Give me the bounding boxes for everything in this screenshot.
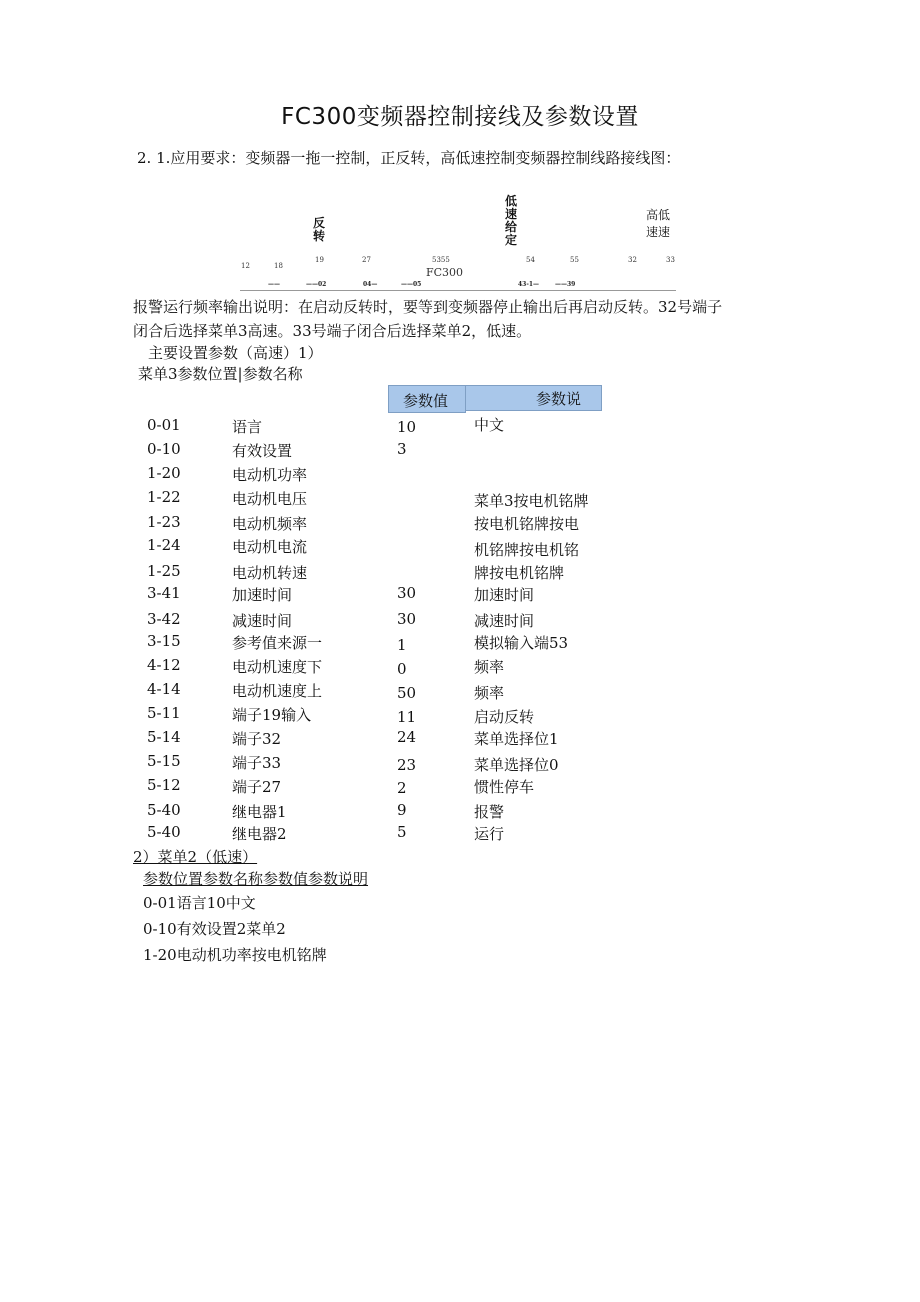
table-row: [0, 680, 920, 702]
param-position: 4-14: [147, 680, 181, 698]
table-row: [0, 752, 920, 774]
param-description: 菜单选择位0: [474, 756, 559, 774]
table-row: [0, 584, 920, 606]
param-value: 23: [397, 756, 417, 774]
table-row: [0, 464, 920, 486]
table-row: [0, 728, 920, 750]
description-line-2: 闭合后选择菜单3高速。33号端子闭合后选择菜单2，低速。: [133, 322, 532, 340]
param-position: 1-25: [147, 562, 181, 580]
diagram-label-high-low: 高低: [646, 208, 671, 222]
terminal-label: 54: [526, 256, 535, 264]
main-params-heading: 主要设置参数（高速）1）: [148, 344, 323, 362]
param-position: 4-12: [147, 656, 181, 674]
param-description: 减速时间: [474, 612, 535, 630]
param-position: 5-40: [147, 823, 181, 841]
param-name: 电动机电流: [232, 538, 308, 556]
param-name: 有效设置: [232, 442, 293, 460]
param-name: 电动机功率: [232, 466, 308, 484]
header-param-value: [388, 385, 466, 413]
bottom-mark: ——: [268, 281, 280, 288]
param-name: 加速时间: [232, 586, 293, 604]
param-value: 30: [397, 610, 417, 628]
param-position: 5-15: [147, 752, 181, 770]
description-line-1: 报警运行频率输出说明：在启动反转时，要等到变频器停止输出后再启动反转。32号端子: [133, 298, 723, 316]
param-description: 运行: [474, 825, 505, 843]
param-value: 24: [397, 728, 417, 746]
table-row: [0, 704, 920, 726]
table-row: [0, 823, 920, 845]
table-row: [0, 801, 920, 823]
terminal-label: 55: [570, 256, 579, 264]
param-name: 电动机频率: [232, 515, 308, 533]
diagram-label-reverse: 反转: [312, 216, 325, 243]
param-description: 加速时间: [474, 586, 535, 604]
param-position: 1-23: [147, 513, 181, 531]
menu2-row: 0-01语言10中文: [143, 894, 256, 912]
param-name: 语言: [232, 418, 263, 436]
param-description: 频率: [474, 658, 505, 676]
param-name: 参考值来源一: [232, 634, 323, 652]
param-name: 端子27: [232, 778, 282, 796]
terminal-label: 27: [362, 256, 371, 264]
param-name: 电动机电压: [232, 490, 308, 508]
param-position: 1-22: [147, 488, 181, 506]
param-value: 1: [397, 636, 407, 654]
diagram-label-high-low-2: 速速: [646, 225, 671, 239]
table-row: [0, 416, 920, 438]
param-description: 菜单3按电机铭牌: [474, 492, 589, 510]
param-value: 3: [397, 440, 407, 458]
param-position: 1-24: [147, 536, 181, 554]
param-value: 50: [397, 684, 417, 702]
param-name: 端子19输入: [232, 706, 312, 724]
diagram-label-low-speed: 低速给定: [504, 194, 517, 247]
param-description: 模拟输入端53: [474, 634, 569, 652]
param-description: 按电机铭牌按电: [474, 515, 580, 533]
menu3-header: 菜单3参数位置|参数名称: [138, 365, 303, 383]
table-row: [0, 562, 920, 584]
table-row: [0, 513, 920, 535]
param-name: 端子33: [232, 754, 282, 772]
table-row: [0, 610, 920, 632]
param-description: 机铭牌按电机铭: [474, 541, 580, 559]
param-name: 电动机速度下: [232, 658, 323, 676]
table-row: [0, 440, 920, 462]
terminal-label: 32: [628, 256, 637, 264]
param-description: 启动反转: [474, 708, 535, 726]
param-position: 5-12: [147, 776, 181, 794]
terminal-label: 18: [274, 262, 283, 270]
param-position: 1-20: [147, 464, 181, 482]
param-position: 3-42: [147, 610, 181, 628]
device-label: FC300: [426, 266, 464, 279]
menu2-header: 参数位置参数名称参数值参数说明: [143, 870, 369, 888]
param-value: 30: [397, 584, 417, 602]
terminal-label: 33: [666, 256, 675, 264]
table-row: [0, 776, 920, 798]
bottom-mark: ——05: [401, 281, 422, 288]
header-param-desc-label: 参数说: [536, 390, 582, 408]
param-position: 5-40: [147, 801, 181, 819]
param-description: 牌按电机铭牌: [474, 564, 565, 582]
param-position: 0-01: [147, 416, 181, 434]
param-value: 9: [397, 801, 407, 819]
param-position: 5-11: [147, 704, 181, 722]
header-param-desc: [465, 385, 602, 411]
param-description: 菜单选择位1: [474, 730, 559, 748]
header-param-value-label: 参数值: [403, 392, 449, 410]
intro-text: 2. 1.应用要求：变频器一拖一控制，正反转，高低速控制变频器控制线路接线图：: [137, 149, 681, 167]
table-row: [0, 632, 920, 654]
terminal-label: 5355: [432, 256, 450, 264]
param-value: 10: [397, 418, 417, 436]
menu2-row: 0-10有效设置2菜单2: [143, 920, 286, 938]
table-row: [0, 536, 920, 558]
param-description: 频率: [474, 684, 505, 702]
param-description: 惯性停车: [474, 778, 535, 796]
param-value: 0: [397, 660, 407, 678]
table-row: [0, 488, 920, 510]
param-position: 0-10: [147, 440, 181, 458]
param-position: 5-14: [147, 728, 181, 746]
param-name: 减速时间: [232, 612, 293, 630]
menu2-row: 1-20电动机功率按电机铭牌: [143, 946, 327, 964]
param-value: 2: [397, 779, 407, 797]
param-name: 电动机速度上: [232, 682, 323, 700]
table-row: [0, 656, 920, 678]
bottom-mark: 04—: [363, 281, 378, 288]
param-name: 端子32: [232, 730, 282, 748]
param-value: 5: [397, 823, 407, 841]
param-position: 3-15: [147, 632, 181, 650]
diagram-baseline: [240, 290, 676, 291]
bottom-mark: 43-1—: [518, 281, 540, 288]
param-name: 继电器2: [232, 825, 287, 843]
param-position: 3-41: [147, 584, 181, 602]
param-name: 电动机转速: [232, 564, 308, 582]
param-value: 11: [397, 708, 417, 726]
menu2-heading: 2）菜单2（低速）: [133, 848, 258, 866]
param-name: 继电器1: [232, 803, 287, 821]
param-description: 中文: [474, 416, 505, 434]
page-title: FC300变频器控制接线及参数设置: [281, 104, 639, 130]
param-description: 报警: [474, 803, 505, 821]
terminal-label: 19: [315, 256, 324, 264]
bottom-mark: ——39: [555, 281, 576, 288]
terminal-label: 12: [241, 262, 250, 270]
bottom-mark: ——02: [306, 281, 327, 288]
